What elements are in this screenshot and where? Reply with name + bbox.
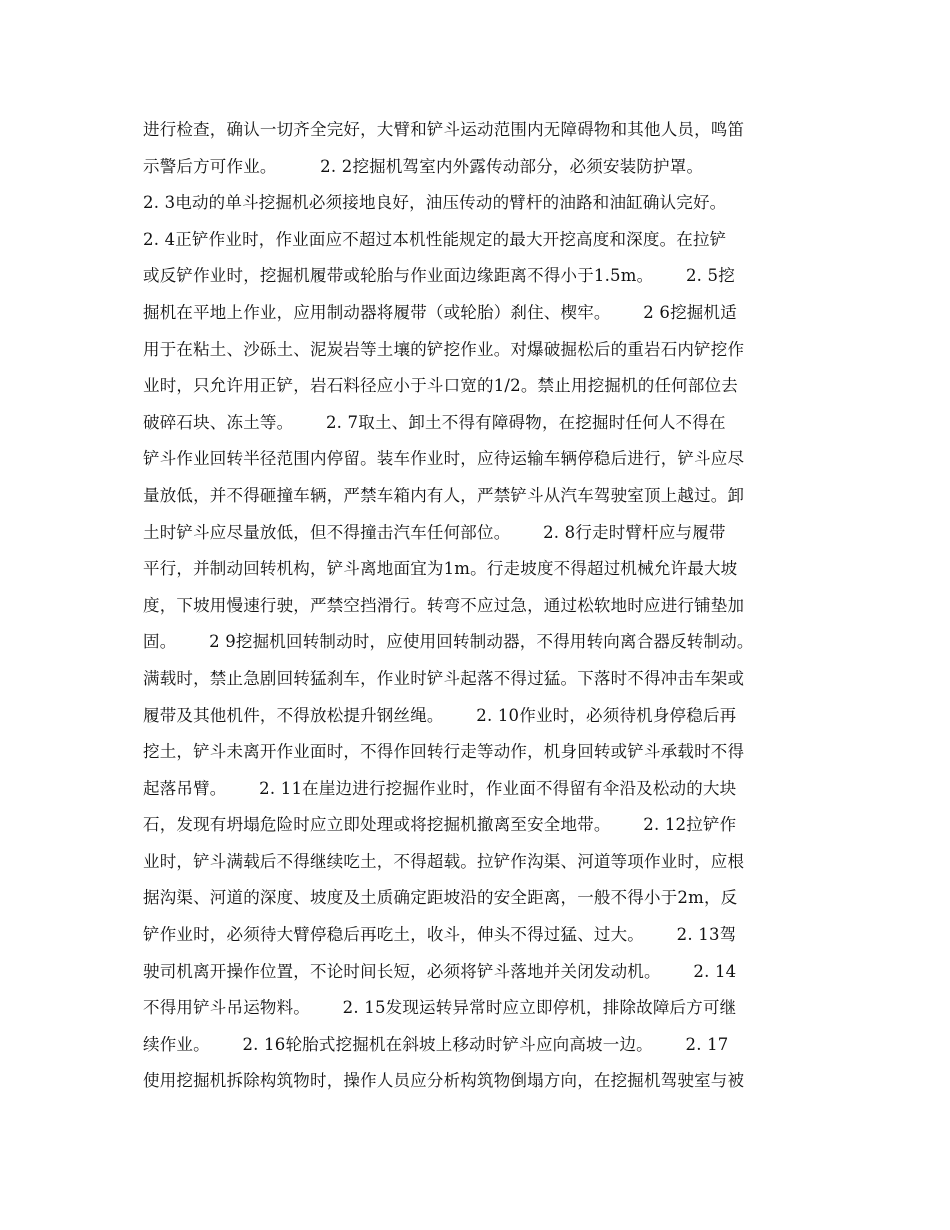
text-line: 业时，铲斗满载后不得继续吃土，不得超载。拉铲作沟渠、河道等项作业时，应根 [143, 851, 745, 871]
text-line: 挖土，铲斗未离开作业面时，不得作回转行走等动作，机身回转或铲斗承载时不得 [143, 742, 745, 762]
text-line: 起落吊臂。 2. 11在崖边进行挖掘作业时，作业面不得留有伞沿及松动的大块 [143, 778, 737, 798]
text-line: 铲作业时，必须待大臂停稳后再吃土，收斗，伸头不得过猛、过大。 2. 13驾 [143, 925, 737, 945]
text-line: 业时，只允许用正铲，岩石料径应小于斗口宽的1/2。禁止用挖掘机的任何部位去 [143, 376, 738, 396]
text-line: 进行检查，确认一切齐全完好，大臂和铲斗运动范围内无障碍物和其他人员，鸣笛 [143, 120, 745, 139]
text-line: 量放低，并不得砸撞车辆，严禁车箱内有人，严禁铲斗从汽车驾驶室顶上越过。卸 [143, 485, 745, 505]
text-line: 驶司机离开操作位置，不论时间长短，必须将铲斗落地并关闭发动机。 2. 14 [143, 961, 737, 981]
text-line: 固。 2 9挖掘机回转制动时，应使用回转制动器，不得用转向离合器反转制动。 [143, 632, 754, 652]
text-line: 平行，并制动回转机构，铲斗离地面宜为1m。行走坡度不得超过机械允许最大坡 [143, 559, 738, 579]
text-line: 2. 4正铲作业时，作业面应不超过本机性能规定的最大开挖高度和深度。在拉铲 [143, 229, 727, 249]
text-line: 用于在粘土、沙砾土、泥炭岩等土壤的铲挖作业。对爆破掘松后的重岩石内铲挖作 [143, 339, 745, 359]
text-line: 示警后方可作业。 2. 2挖掘机驾室内外露传动部分，必须安装防护罩。 [143, 156, 704, 176]
text-line: 破碎石块、冻土等。 2. 7取土、卸土不得有障碍物，在挖掘时任何人不得在 [143, 412, 726, 432]
text-line: 2. 3电动的单斗挖掘机必须接地良好，油压传动的臂杆的油路和油缸确认完好。 [143, 193, 727, 213]
text-line: 石，发现有坍塌危险时应立即处理或将挖掘机撤离至安全地带。 2. 12拉铲作 [143, 815, 737, 835]
text-line: 续作业。 2. 16轮胎式挖掘机在斜坡上移动时铲斗应向高坡一边。 2. 17 [143, 1034, 729, 1054]
text-line: 掘机在平地上作业，应用制动器将履带（或轮胎）刹住、楔牢。 2 6挖掘机适 [143, 302, 737, 322]
text-line: 不得用铲斗吊运物料。 2. 15发现运转异常时应立即停机，排除故障后方可继 [143, 998, 737, 1018]
text-line: 铲斗作业回转半径范围内停留。装车作业时，应待运输车辆停稳后进行，铲斗应尽 [143, 449, 745, 469]
text-line: 满载时，禁止急剧回转猛刹车，作业时铲斗起落不得过猛。下落时不得冲击车架或 [143, 668, 745, 688]
text-line: 或反铲作业时，挖掘机履带或轮胎与作业面边缘距离不得小于1.5m。 2. 5挖 [143, 266, 735, 286]
text-line: 使用挖掘机拆除构筑物时，操作人员应分析构筑物倒塌方向，在挖掘机驾驶室与被 [143, 1071, 745, 1091]
text-line: 土时铲斗应尽量放低，但不得撞击汽车任何部位。 2. 8行走时臂杆应与履带 [143, 522, 726, 542]
body-text [143, 112, 823, 1100]
text-line: 据沟渠、河道的深度、坡度及土质确定距坡沿的安全距离，一般不得小于2m，反 [143, 888, 738, 908]
text-line: 度，下坡用慢速行驶，严禁空挡滑行。转弯不应过急，通过松软地时应进行铺垫加 [143, 595, 745, 615]
text-line: 履带及其他机件，不得放松提升钢丝绳。 2. 10作业时，必须待机身停稳后再 [143, 705, 737, 725]
